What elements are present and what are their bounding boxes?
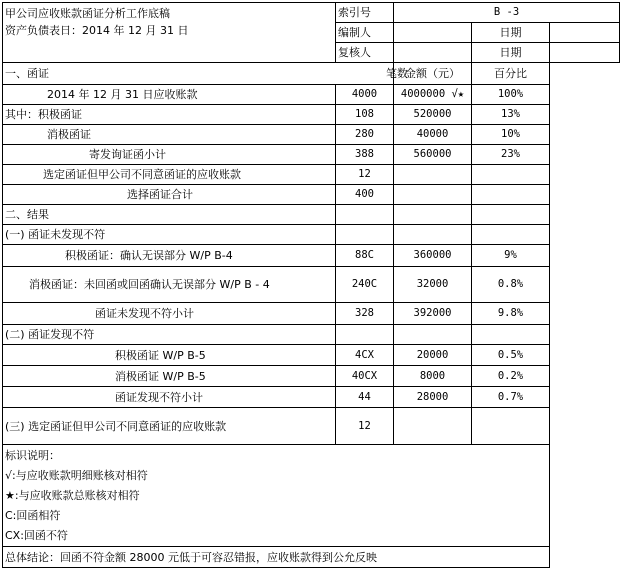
preparer-date-label: 日期 <box>472 23 550 43</box>
row-amount: 4000000 √★ <box>394 85 472 105</box>
row-count: 328 <box>336 303 394 325</box>
row-amount: 32000 <box>394 267 472 303</box>
table-row <box>3 165 620 185</box>
row-percent: 0.5% <box>472 345 550 366</box>
row-label: 选定函证但甲公司不同意函证的应收账款 <box>3 165 336 185</box>
row-label: (一) 函证未发现不符 <box>3 225 336 245</box>
legend-title: 标识说明： <box>5 449 60 462</box>
balance-sheet-date: 资产负债表日：2014 年 12 月 31 日 <box>5 24 189 37</box>
worksheet-title: 甲公司应收账款函证分析工作底稿 <box>5 7 170 20</box>
row-count <box>336 325 394 345</box>
row-percent <box>472 205 550 225</box>
row-percent: 0.8% <box>472 267 550 303</box>
row-count <box>336 205 394 225</box>
table-row <box>3 387 620 408</box>
worksheet-table <box>2 2 620 568</box>
preparer-label: 编制人 <box>336 23 394 43</box>
row-count <box>336 225 394 245</box>
row-label: 选择函证合计 <box>3 185 336 205</box>
reviewer-date-value <box>550 43 620 63</box>
row-label: 消极函证 W/P B-5 <box>3 366 336 387</box>
row-count: 240C <box>336 267 394 303</box>
row-amount: 20000 <box>394 345 472 366</box>
row-count: 4000 <box>336 85 394 105</box>
legend-item-c: C:回函相符 <box>5 509 61 522</box>
table-row <box>3 205 620 225</box>
overall-conclusion: 总体结论：回函不符金额 28000 元低于可容忍错报，应收账款得到公允反映 <box>3 547 550 568</box>
table-row <box>3 303 620 325</box>
legend-section <box>3 445 550 547</box>
row-percent <box>472 185 550 205</box>
table-row <box>3 85 620 105</box>
row-label: 二、结果 <box>3 205 336 225</box>
row-amount: 360000 <box>394 245 472 267</box>
row-label: 积极函证 W/P B-5 <box>3 345 336 366</box>
row-count: 40CX <box>336 366 394 387</box>
section-confirmation-label: 一、函证 <box>5 67 49 80</box>
legend-item-star: ★:与应收账款总账核对相符 <box>5 489 140 502</box>
table-row <box>3 325 620 345</box>
row-label: 寄发询证函小计 <box>3 145 336 165</box>
table-row <box>3 267 620 303</box>
row-amount <box>394 225 472 245</box>
row-amount: 392000 <box>394 303 472 325</box>
row-count: 388 <box>336 145 394 165</box>
row-amount: 40000 <box>394 125 472 145</box>
percent-column-header: 百分比 <box>472 63 550 85</box>
table-row <box>3 345 620 366</box>
row-percent: 9% <box>472 245 550 267</box>
table-row <box>3 185 620 205</box>
row-amount: 560000 <box>394 145 472 165</box>
row-count: 280 <box>336 125 394 145</box>
row-percent <box>472 325 550 345</box>
legend-item-tick: √:与应收账款明细账核对相符 <box>5 469 148 482</box>
reviewer-label: 复核人 <box>336 43 394 63</box>
row-amount: 28000 <box>394 387 472 408</box>
row-percent: 100% <box>472 85 550 105</box>
row-percent <box>472 408 550 445</box>
row-amount <box>394 185 472 205</box>
preparer-value <box>394 23 472 43</box>
row-count: 12 <box>336 165 394 185</box>
table-row <box>3 366 620 387</box>
row-amount <box>394 165 472 185</box>
row-label: 函证未发现不符小计 <box>3 303 336 325</box>
row-count: 108 <box>336 105 394 125</box>
row-amount: 8000 <box>394 366 472 387</box>
row-count: 44 <box>336 387 394 408</box>
row-amount <box>394 325 472 345</box>
row-percent: 9.8% <box>472 303 550 325</box>
reviewer-value <box>394 43 472 63</box>
amount-column-header: 金额（元） <box>394 63 472 85</box>
table-row <box>3 408 620 445</box>
row-label: 消极函证 <box>3 125 336 145</box>
row-count: 88C <box>336 245 394 267</box>
table-row <box>3 125 620 145</box>
row-label: (二) 函证发现不符 <box>3 325 336 345</box>
row-amount <box>394 205 472 225</box>
preparer-date-value <box>550 23 620 43</box>
row-label: 函证发现不符小计 <box>3 387 336 408</box>
row-amount <box>394 408 472 445</box>
row-percent <box>472 225 550 245</box>
table-row <box>3 105 620 125</box>
table-row <box>3 225 620 245</box>
worksheet-title-cell <box>3 3 336 63</box>
row-percent <box>472 165 550 185</box>
row-count: 400 <box>336 185 394 205</box>
row-label: 2014 年 12 月 31 日应收账款 <box>3 85 336 105</box>
row-label: 消极函证：未回函或回函确认无误部分 W/P B - 4 <box>3 267 336 303</box>
row-count: 4CX <box>336 345 394 366</box>
table-row <box>3 145 620 165</box>
row-percent: 0.2% <box>472 366 550 387</box>
index-value: B -3 <box>394 3 620 23</box>
table-row <box>3 245 620 267</box>
row-percent: 23% <box>472 145 550 165</box>
row-count: 12 <box>336 408 394 445</box>
row-percent: 0.7% <box>472 387 550 408</box>
index-label: 索引号 <box>336 3 394 23</box>
row-label: 其中：积极函证 <box>3 105 336 125</box>
row-percent: 13% <box>472 105 550 125</box>
row-label: 积极函证：确认无误部分 W/P B-4 <box>3 245 336 267</box>
row-percent: 10% <box>472 125 550 145</box>
row-amount: 520000 <box>394 105 472 125</box>
legend-item-cx: CX:回函不符 <box>5 529 68 542</box>
section-confirmation-header <box>3 63 408 85</box>
row-label: (三) 选定函证但甲公司不同意函证的应收账款 <box>3 408 336 445</box>
count-column-header: 笔数 <box>386 67 408 80</box>
reviewer-date-label: 日期 <box>472 43 550 63</box>
